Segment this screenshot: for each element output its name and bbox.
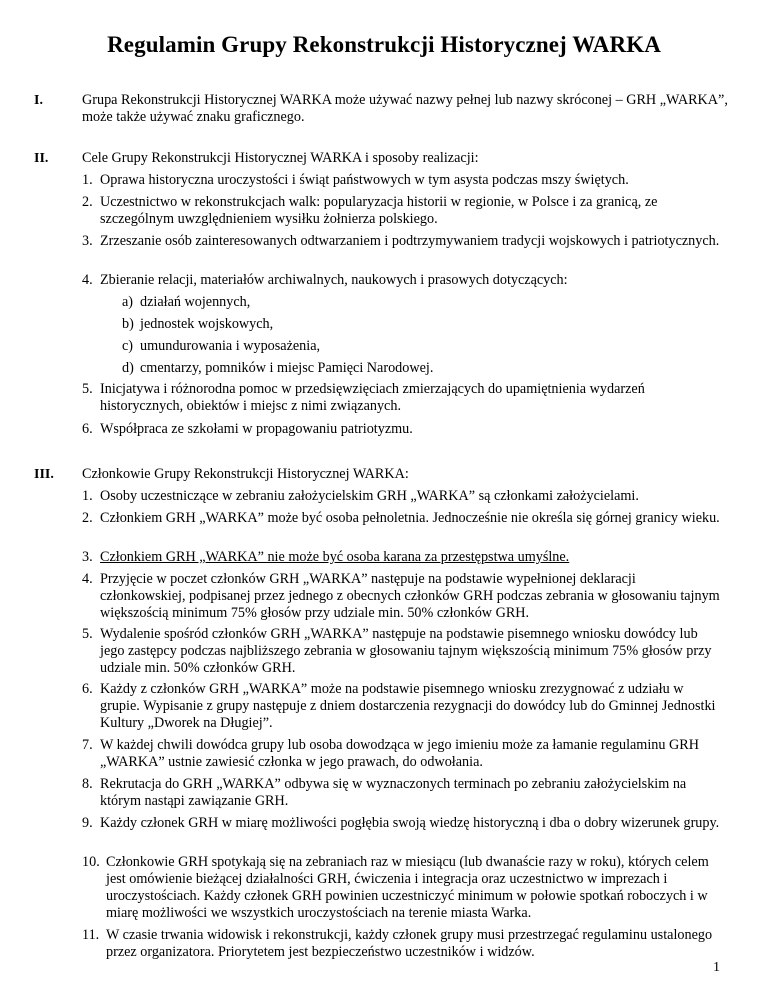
list-item-text: W czasie trwania widowisk i rekonstrukcji, każdy członek grupy musi przestrzegać regulaminu ustalonego przez organizatora. Priorytetem jest bezpieczeństwo uczestników i widzów. [106, 927, 713, 960]
list-item-text: Każdy z członków GRH „WARKA” może na podstawie pisemnego wniosku zrezygnować z udziału w grupie. Wypisanie z grupy następuje z dniem dostarczenia rezygnacji do dowódcy lub do Gminnej Jednostki Kultury „Dworek na Długiej”. [100, 681, 716, 731]
sub-list-item-letter: d) [122, 360, 134, 376]
list-item [82, 776, 722, 810]
list-item-number: 6. [82, 421, 93, 437]
list-item-text: Zrzeszanie osób zainteresowanych odtwarzaniem i podtrzymywaniem tradycji wojskowych i patriotycznych. [100, 233, 720, 249]
list-item [82, 194, 722, 228]
list-item-number: 1. [82, 488, 93, 504]
sub-list-item-text: jednostek wojskowych, [140, 316, 274, 332]
list-item [82, 626, 722, 677]
list-item-text: Każdy członek GRH w miarę możliwości pogłębia swoją wiedzę historyczną i dba o dobry wizerunek grupy. [100, 815, 720, 831]
section-number: I. [34, 93, 43, 108]
page-number: 1 [713, 960, 720, 975]
list-item-text: Współpraca ze szkołami w propagowaniu patriotyzmu. [100, 421, 413, 437]
list-item-text: Członkiem GRH „WARKA” może być osoba pełnoletnia. Jednocześnie nie określa się górnej granicy wieku. [100, 510, 720, 526]
list-item [82, 233, 722, 250]
list-item-number: 4. [82, 272, 93, 288]
list-item-number: 8. [82, 776, 93, 792]
list-item-number: 9. [82, 815, 93, 831]
list-item [82, 681, 722, 732]
list-item-text: Rekrutacja do GRH „WARKA” odbywa się w wyznaczonych terminach po zebraniu założycielskim na którym nastąpi zawiązanie GRH. [100, 776, 687, 809]
list-item-number: 10. [82, 854, 100, 870]
section-text: Cele Grupy Rekonstrukcji Historycznej WARKA i sposoby realizacji: [82, 150, 479, 166]
list-item-number: 4. [82, 571, 93, 587]
list-item-number: 11. [82, 927, 100, 943]
sub-list-item-letter: b) [122, 316, 134, 332]
list-item-text: Uczestnictwo w rekonstrukcjach walk: popularyzacja historii w regionie, w Polsce i za granicą, ze szczególnym uwzględnieniem wysiłku żołnierza polskiego. [100, 194, 658, 227]
sub-list-item-text: cmentarzy, pomników i miejsc Pamięci Narodowej. [140, 360, 434, 376]
document-title: Regulamin Grupy Rekonstrukcji Historycznej WARKA [107, 32, 661, 57]
list-item [82, 272, 722, 289]
list-item-text: Wydalenie spośród członków GRH „WARKA” następuje na podstawie pisemnego wniosku dowódcy lub jego zastępcy podczas najbliższego zebrania w głosowaniu tajnym większością minimum 75% głosów przy udziale min. 50% członków GRH. [100, 626, 712, 676]
section-text: Członkowie Grupy Rekonstrukcji Historycznej WARKA: [82, 466, 409, 482]
list-item-number: 6. [82, 681, 93, 697]
list-item-number: 5. [82, 381, 93, 397]
list-item-text: Członkowie GRH spotykają się na zebraniach raz w miesiącu (lub dwanaście razy w roku), których celem jest omówienie bieżącej działalności GRH, ćwiczenia i integracja oraz uczestnictwo w imprezach i uroczystościach. Każdy członek GRH powinien uczestniczyć minimum w połowie spotkań roboczych i w miarę możliwości we wszystkich uroczystościach na terenie miasta Warka. [106, 854, 709, 921]
sub-list-item [122, 294, 702, 311]
list-item-number: 5. [82, 626, 93, 642]
sub-list-item-text: działań wojennych, [140, 294, 251, 310]
list-item-text: Członkiem GRH „WARKA” nie może być osoba karana za przestępstwa umyślne. [100, 549, 570, 565]
list-item [82, 510, 722, 527]
section-number: III. [34, 467, 54, 482]
list-item-text: Oprawa historyczna uroczystości i świąt państwowych w tym asysta podczas mszy świętych. [100, 172, 629, 188]
sub-list-item [122, 338, 702, 355]
list-item-number: 7. [82, 737, 93, 753]
list-item [82, 815, 722, 832]
list-item-number: 2. [82, 510, 93, 526]
list-item [82, 381, 722, 415]
section-text: Grupa Rekonstrukcji Historycznej WARKA może używać nazwy pełnej lub nazwy skróconej – GRH „WARKA”, może także używać znaku graficznego. [82, 92, 728, 125]
list-item-text: Przyjęcie w poczet członków GRH „WARKA” następuje na podstawie wypełnionej deklaracji członkowskiej, podpisanej przez jednego z obecnych członków GRH podczas zebrania w głosowaniu tajnym większością minimum 75% głosów przy udziale min. 50% członków GRH. [100, 571, 720, 621]
list-item-number: 3. [82, 549, 93, 565]
list-item-text: Inicjatywa i różnorodna pomoc w przedsięwzięciach zmierzających do upamiętnienia wydarzeń historycznych, obiektów i miejsc z nimi związanych. [100, 381, 645, 414]
section-number: II. [34, 151, 49, 166]
list-item [82, 571, 722, 622]
list-item-number: 3. [82, 233, 93, 249]
list-item-text: W każdej chwili dowódca grupy lub osoba dowodząca w jego imieniu może za łamanie regulaminu GRH „WARKA” ustnie zawiesić członka w jego prawach, do odwołania. [100, 737, 699, 770]
list-item [82, 854, 722, 922]
list-item [82, 927, 722, 961]
list-item-number: 1. [82, 172, 93, 188]
list-item [82, 737, 722, 771]
sub-list-item [122, 360, 702, 377]
list-item-text: Zbieranie relacji, materiałów archiwalnych, naukowych i prasowych dotyczących: [100, 272, 568, 288]
list-item [82, 172, 722, 189]
sub-list-item-text: umundurowania i wyposażenia, [140, 338, 321, 354]
list-item [82, 488, 722, 505]
sub-list-item-letter: a) [122, 294, 134, 310]
list-item [82, 421, 722, 438]
list-item-text: Osoby uczestniczące w zebraniu założycielskim GRH „WARKA” są członkami założycielami. [100, 488, 639, 504]
list-item-number: 2. [82, 194, 93, 210]
list-item [82, 549, 722, 566]
sub-list-item [122, 316, 702, 333]
sub-list-item-letter: c) [122, 338, 134, 354]
